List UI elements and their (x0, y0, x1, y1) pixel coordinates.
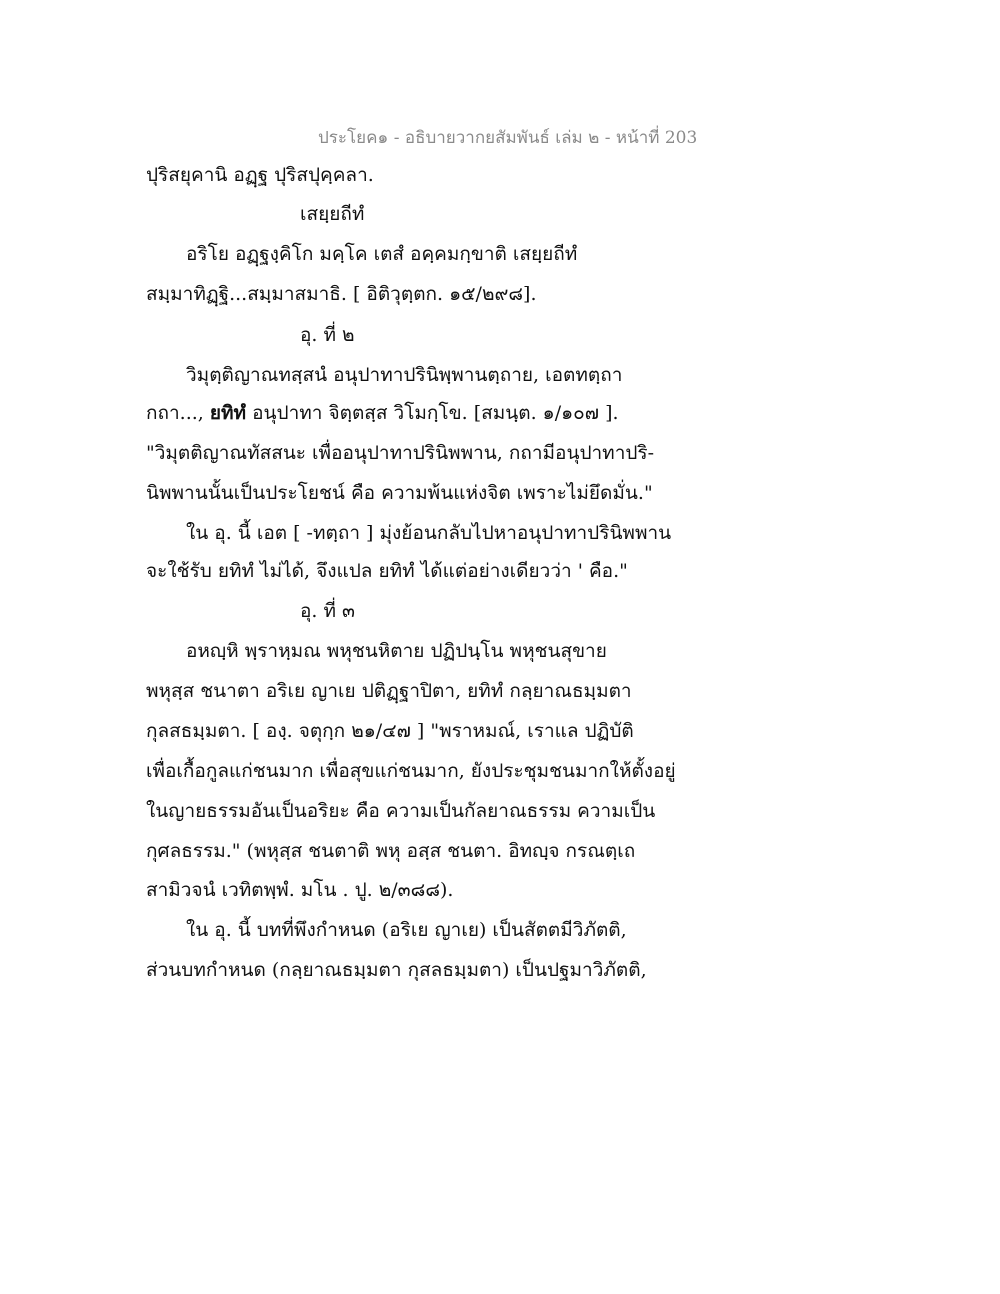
text-line: ใน อุ. นี้ บทที่พึงกำหนด (อริเย ญาเย) เป็นสัตตมีวิภัตติ, (186, 919, 627, 941)
text-line: อริโย อฏฺฐงฺคิโก มคฺโค เตสํ อคฺคมกฺขาติ เสยฺยถีทํ (186, 243, 578, 265)
text-line: สมฺมาทิฏฺฐิ...สมฺมาสมาธิ. [ อิติวุตฺตก. ๑๕/๒๙๘]. (146, 283, 537, 305)
text-line: สามิวจนํ เวทิตพฺพํ. มโน . ปู. ๒/๓๘๘). (146, 879, 454, 901)
bold-term: ยทิทํ (209, 402, 247, 424)
text-line: จะใช้รับ ยทิทํ ไม่ได้, จึงแปล ยทิทํ ได้แต่อย่างเดียวว่า ' คือ." (146, 560, 628, 582)
text-line: กุศลธรรม." (พหุสฺส ชนตาติ พหุ อสฺส ชนตา. อิทญฺจ กรณตฺเถ (146, 840, 636, 862)
text-line: ในญายธรรมอันเป็นอริยะ คือ ความเป็นกัลยาณธรรม ความเป็น (146, 800, 656, 822)
section-heading: เสยฺยถีทํ (300, 203, 365, 225)
text-line: อหญฺหิ พฺราหฺมณ พหุชนหิตาย ปฏิปนฺโน พหุชนสุขาย (186, 640, 607, 662)
text-segment: อนุปาทา จิตฺตสฺส วิโมกฺโข. [สมนฺต. ๑/๑๐๗ ]. (252, 402, 619, 424)
text-segment: กถา..., (146, 402, 204, 424)
section-heading: อุ. ที่ ๓ (300, 600, 356, 622)
text-line: พหุสฺส ชนาตา อริเย ญาเย ปติฏฺฐาปิตา, ยทิทํ กลฺยาณธมฺมตา (146, 680, 632, 702)
text-line (146, 398, 619, 428)
section-heading: อุ. ที่ ๒ (300, 324, 355, 346)
text-line: ส่วนบทกำหนด (กลฺยาณธมฺมตา กุสลธมฺมตา) เป็นปฐมาวิภัตติ, (146, 959, 647, 981)
page-header: ประโยค๑ - อธิบายวากยสัมพันธ์ เล่ม ๒ - หน้าที่ 203 (318, 128, 698, 148)
text-line: วิมุตฺติญาณทสฺสนํ อนุปาทาปรินิพฺพานตฺถาย, เอตทตฺถา (186, 364, 623, 386)
text-line: "วิมุตติญาณทัสสนะ เพื่ออนุปาทาปรินิพพาน, กถามีอนุปาทาปริ- (146, 442, 655, 464)
text-line: เพื่อเกื้อกูลแก่ชนมาก เพื่อสุขแก่ชนมาก, ยังประชุมชนมากให้ตั้งอยู่ (146, 760, 676, 782)
text-line: ปุริสยุคานิ อฏฺฐ ปุริสปุคฺคลา. (146, 164, 374, 186)
text-line: ใน อุ. นี้ เอต [ -ทตฺถา ] มุ่งย้อนกลับไปหาอนุปาทาปรินิพพาน (186, 522, 672, 544)
text-line: กุลสธมฺมตา. [ องฺ. จตุกฺก ๒๑/๔๗ ] "พราหมณ์, เราแล ปฏิบัติ (146, 720, 634, 742)
text-line: นิพพานนั้นเป็นประโยชน์ คือ ความพ้นแห่งจิต เพราะไม่ยึดมั่น." (146, 482, 653, 504)
